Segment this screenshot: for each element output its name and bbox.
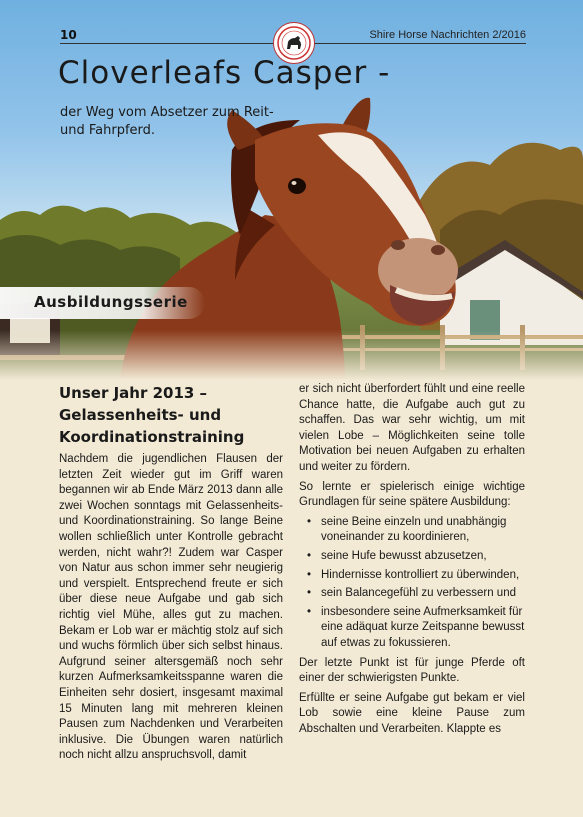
body-paragraph: Nachdem die jugendlichen Flausen der letzten Zeit wieder gut im Griff waren begannen wir ab Ende März 2013 dann alle zwei Wochen sonntags mit Gelassenheits- und Koordinationstraining. So lange Beine wollen schließlich unter Kontrolle gebracht werden, nicht wahr?! Zudem war Casper von Natur aus schon immer sehr neugierig und verspielt. Entsprechend freute er sich über diese neue Aufgabe und gab sich richtig viel Mühe, alles gut zu machen. Bekam er Lob war er mächtig stolz auf sich und wuchs förmlich über sich selbst hinaus. Aufgrund seiner altersgemäß noch sehr kurzen Aufmerksamkeitsspanne waren die Einheiten sehr dosiert, insgesamt maximal 15 Minuten lang mit mehreren kleinen Pausen zum Nachdenken und Verarbeiten inklusive. Die Übungen waren natürlich noch nicht allzu anspruchsvoll, damit [59, 453, 283, 762]
list-item: • seine Hufe bewusst abzusetzen, [321, 549, 525, 565]
series-banner [0, 287, 205, 319]
skills-list [299, 515, 525, 652]
page-number: 10 [60, 28, 77, 42]
list-item: • seine Beine einzeln und unabhängig voneinander zu koordinieren, [321, 515, 525, 546]
body-paragraph: So lernte er spielerisch einige wichtige Grundlagen für seine spätere Ausbildung: [299, 480, 525, 509]
article-title: Cloverleafs Casper - [58, 55, 391, 91]
series-label: Ausbildungsserie [34, 293, 188, 311]
column-left [59, 382, 283, 768]
list-item: • insbesondere seine Aufmerksamkeit für eine adäquat kurze Zeitspanne bewusst auf etwas zu fokussieren. [321, 605, 525, 652]
body-paragraph: Der letzte Punkt ist für junge Pferde oft einer der schwierigsten Punkte. [299, 656, 525, 685]
list-item: • Hindernisse kontrolliert zu überwinden, [321, 568, 525, 584]
list-item: • sein Balancegefühl zu verbessern und [321, 586, 525, 602]
column-right [299, 382, 525, 741]
article-subtitle: der Weg vom Absetzer zum Reit- und Fahrpferd. [60, 105, 274, 138]
body-paragraph: er sich nicht überfordert fühlt und eine reelle Chance hatte, die Aufgabe auch gut zu schaffen. Das war sehr wichtig, um mit vielen Lobe – Möglichkeiten seine tolle Motivation bei neuen Aufgaben zu erhalten und weiter zu fördern. [299, 383, 525, 473]
publication-name: Shire Horse Nachrichten 2/2016 [369, 29, 526, 41]
body-paragraph: Erfüllte er seine Aufgabe gut bekam er viel Lob sowie eine kleine Pause zum Abschalten und Verarbeiten. Klappte es [299, 691, 525, 735]
photo-fade [0, 330, 583, 380]
section-heading: Unser Jahr 2013 – Gelassenheits- und Koordinationstraining [59, 384, 245, 446]
